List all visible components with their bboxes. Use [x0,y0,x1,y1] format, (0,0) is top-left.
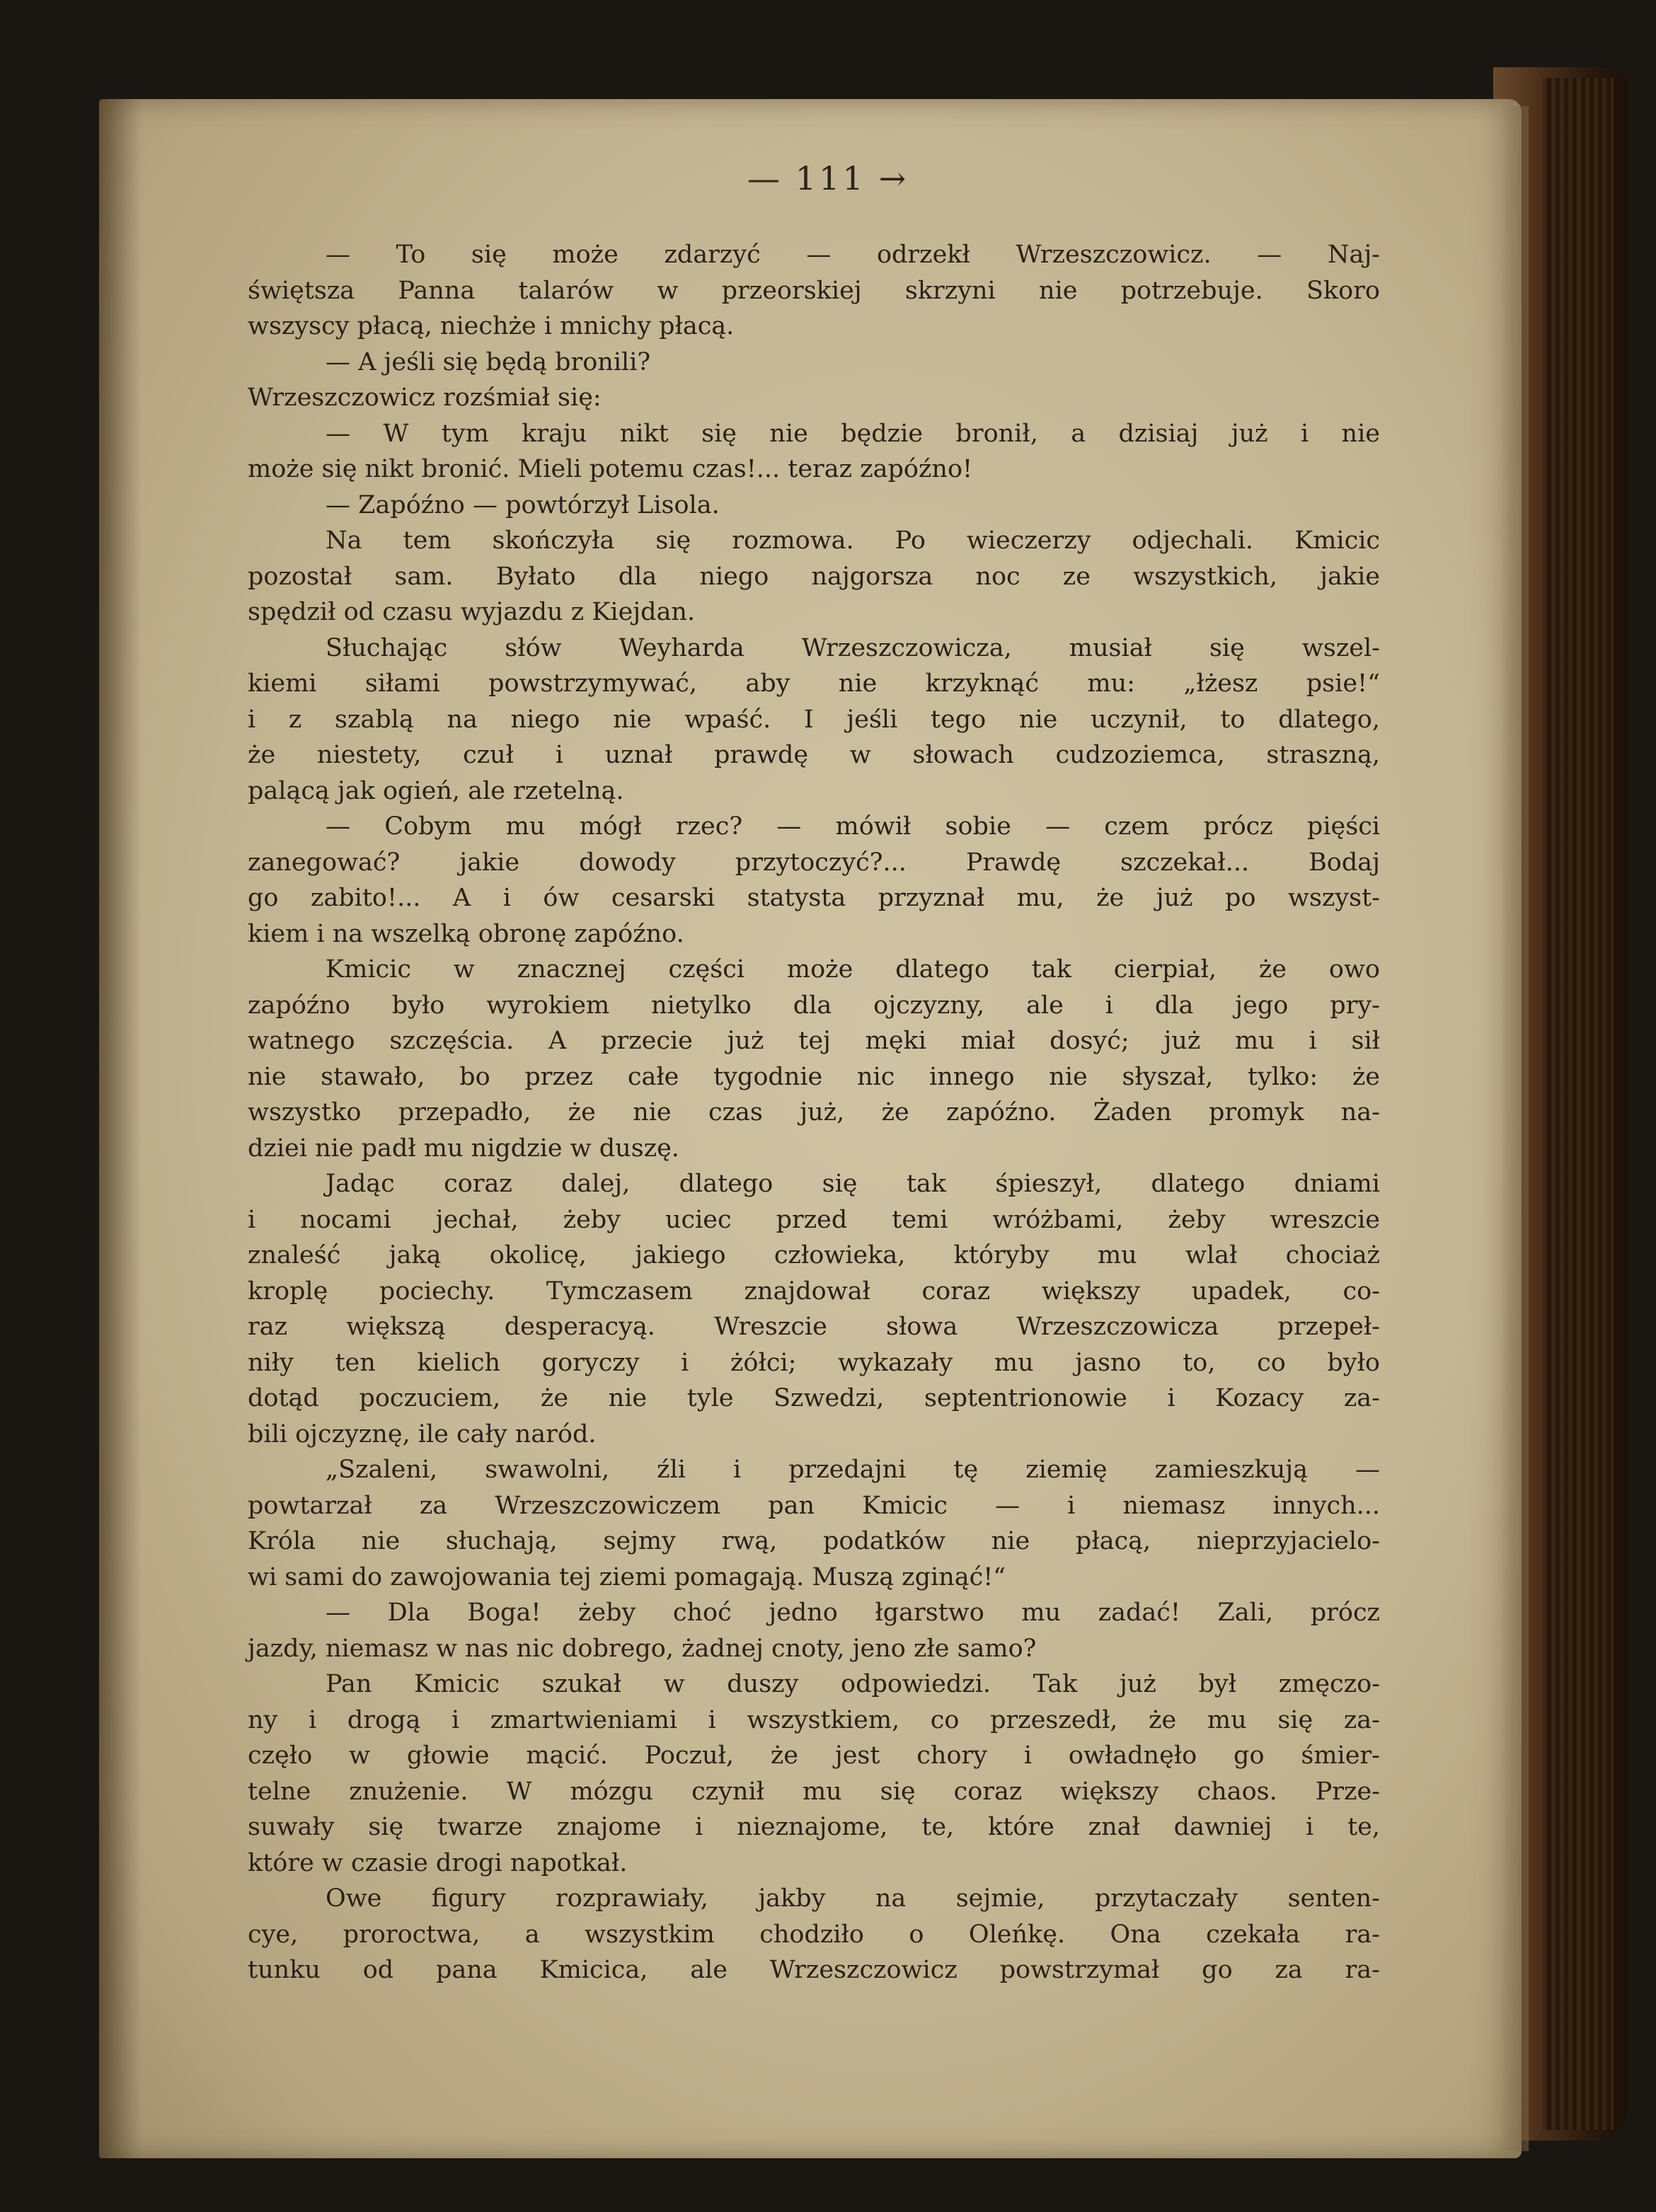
text-line: ny i drogą i zmartwieniami i wszystkiem, co przeszedł, że mu się za- [248,1705,1380,1734]
text-line: tunku od pana Kmicica, ale Wrzeszczowicz powstrzymał go za ra- [248,1956,1380,1984]
text-line: że niestety, czuł i uznał prawdę w słowach cudzoziemca, straszną, [248,741,1380,769]
text-line: „Szaleni, swawolni, źli i przedajni tę ziemię zamieszkują — [326,1456,1380,1484]
text-line: — Zapóźno — powtórzył Lisola. [326,490,720,519]
text-line: — Cobym mu mógł rzec? — mówił sobie — czem prócz pięści [326,812,1380,841]
text-line: — A jeśli się będą bronili? [326,347,651,376]
text-line: zanegować? jakie dowody przytoczyć?... Prawdę szczekał... Bodaj [248,848,1380,877]
folio-left-dash: — [747,159,783,197]
text-line: Króla nie słuchają, sejmy rwą, podatków nie płacą, nieprzyjacielo- [248,1527,1380,1555]
text-line: wi sami do zawojowania tej ziemi pomagają. Muszą zginąć!“ [248,1562,1006,1591]
text-line: wszystko przepadło, że nie czas już, że zapóźno. Żaden promyk na- [248,1098,1380,1127]
text-line: nie stawało, bo przez całe tygodnie nic innego nie słyszał, tylko: że [248,1062,1380,1091]
folio-right-dash: → [878,159,909,197]
text-line: może się nikt bronić. Mieli potemu czas!... teraz zapóźno! [248,455,973,483]
body-text [248,237,1380,1988]
text-line: znaleść jaką okolicę, jakiego człowieka, któryby mu wlał chociaż [248,1241,1380,1269]
page-number-header [0,159,1656,197]
text-line: wszyscy płacą, niechże i mnichy płacą. [248,312,735,340]
text-line: częło w głowie mącić. Poczuł, że jest chory i owładnęło go śmier- [248,1741,1380,1770]
text-line: raz większą desperacyą. Wreszcie słowa Wrzeszczowicza przepeł- [248,1313,1380,1341]
text-line: zapóźno było wyrokiem nietylko dla ojczyzny, ale i dla jego pry- [248,991,1380,1020]
text-line: bili ojczyznę, ile cały naród. [248,1419,597,1448]
text-line: — To się może zdarzyć — odrzekł Wrzeszczowicz. — Naj- [326,241,1380,269]
text-line: świętsza Panna talarów w przeorskiej skrzyni nie potrzebuje. Skoro [248,276,1380,305]
text-line: powtarzał za Wrzeszczowiczem pan Kmicic — i niemasz innych... [248,1491,1380,1520]
text-line: Słuchając słów Weyharda Wrzeszczowicza, musiał się wszel- [326,633,1380,662]
text-line: Owe figury rozprawiały, jakby na sejmie, przytaczały senten- [326,1884,1380,1913]
page-edge-shadow [1500,106,1529,2151]
page-number: 111 [795,159,866,197]
text-line: — Dla Boga! żeby choć jedno łgarstwo mu zadać! Zali, prócz [326,1598,1380,1627]
text-line: dziei nie padł mu nigdzie w duszę. [248,1134,679,1163]
text-line: jazdy, niemasz w nas nic dobrego, żadnej cnoty, jeno złe samo? [248,1634,1037,1663]
text-line: które w czasie drogi napotkał. [248,1848,628,1877]
text-line: Jadąc coraz dalej, dlatego się tak śpieszył, dlatego dniami [326,1170,1380,1198]
page-stack-edge [1543,78,1614,2130]
text-line: Kmicic w znacznej części może dlatego tak cierpiał, że owo [326,955,1380,984]
text-line: spędził od czasu wyjazdu z Kiejdan. [248,598,696,626]
text-line: Na tem skończyła się rozmowa. Po wieczerzy odjechali. Kmicic [326,526,1380,555]
text-line: i z szablą na niego nie wpaść. I jeśli tego nie uczynił, to dlatego, [248,705,1380,734]
text-line: go zabito!... A i ów cesarski statysta przyznał mu, że już po wszyst- [248,884,1380,912]
gutter-shadow [99,99,142,2158]
text-line: niły ten kielich goryczy i żółci; wykazały mu jasno to, co było [248,1348,1380,1377]
text-line: — W tym kraju nikt się nie będzie bronił, a dzisiaj już i nie [326,419,1380,448]
text-line: Wrzeszczowicz rozśmiał się: [248,384,602,412]
text-line: kroplę pociechy. Tymczasem znajdował coraz większy upadek, co- [248,1277,1380,1306]
text-line: dotąd poczuciem, że nie tyle Szwedzi, septentrionowie i Kozacy za- [248,1384,1380,1412]
text-line: kiemi siłami powstrzymywać, aby nie krzyknąć mu: „łżesz psie!“ [248,669,1380,698]
text-line: watnego szczęścia. A przecie już tej męki miał dosyć; już mu i sił [248,1027,1380,1055]
text-line: kiem i na wszelką obronę zapóźno. [248,919,684,948]
text-line: palącą jak ogień, ale rzetelną. [248,776,624,805]
text-line: cye, proroctwa, a wszystkim chodziło o Oleńkę. Ona czekała ra- [248,1920,1380,1949]
text-line: suwały się twarze znajome i nieznajome, te, które znał dawniej i te, [248,1813,1380,1841]
text-line: Pan Kmicic szukał w duszy odpowiedzi. Tak już był zmęczo- [326,1670,1380,1698]
text-line: i nocami jechał, żeby uciec przed temi wróżbami, żeby wreszcie [248,1205,1380,1234]
text-line: pozostał sam. Byłato dla niego najgorsza noc ze wszystkich, jakie [248,562,1380,591]
text-line: telne znużenie. W mózgu czynił mu się coraz większy chaos. Prze- [248,1777,1380,1806]
